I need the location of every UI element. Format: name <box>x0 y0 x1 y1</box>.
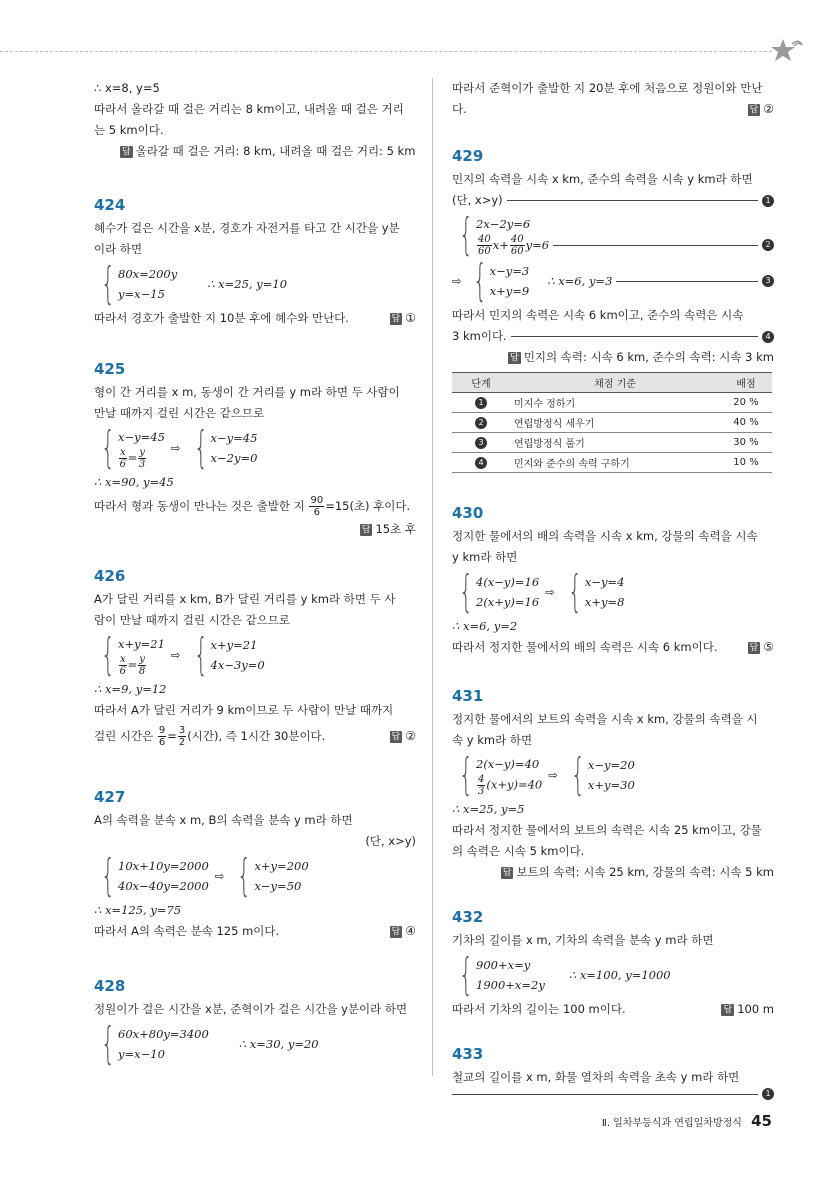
answer-text: 올라갈 때 걸은 거리: 8 km, 내려올 때 걸은 거리: 5 km <box>135 144 416 158</box>
result: ∴ x=6, y=2 <box>452 619 518 633</box>
table-row: 3 연립방정식 풀기 30 % <box>452 433 772 453</box>
equation: y=x−15 <box>118 287 165 301</box>
left-column <box>94 78 416 1068</box>
answer-line: 답 15초 후 <box>361 522 416 536</box>
equation: 10x+10y=2000 <box>118 859 209 873</box>
step-marker-icon: 1 <box>762 1088 774 1100</box>
solution-text: 따라서 준혁이가 출발한 지 20분 후에 처음으로 정원이와 만난 <box>452 81 763 95</box>
equation: x−y=45 <box>118 429 165 444</box>
table-header: 채점 기준 <box>510 373 720 393</box>
table-header: 배점 <box>720 373 772 393</box>
problem-number: 430 <box>452 504 484 522</box>
equation-system: { x+y=21 $\frac{x}{6}$ = $\frac{y}{8}$ ⇨ { x+y=21 4x−3y=0 <box>101 629 265 680</box>
answer: 답 ① <box>391 311 416 325</box>
right-column <box>452 78 774 1100</box>
equation-system: { x−y=45 $\frac{x}{6}$ = $\frac{y}{3}$ ⇨ { x−y=45 x−2y=0 <box>101 422 258 473</box>
table-row: 1 미지수 정하기 20 % <box>452 393 772 413</box>
solution-text: 람이 만날 때까지 걸린 시간은 같으므로 <box>94 613 291 627</box>
result: ∴ x=6, y=3 <box>547 274 613 288</box>
problem-433 <box>452 1044 774 1100</box>
problem-428 <box>94 976 416 1069</box>
solution-text: 혜수가 걸은 시간을 x분, 경호가 자전거를 타고 간 시간을 y분 <box>94 221 400 235</box>
equation: x+y=21 <box>118 636 165 651</box>
equation-system: { 60x+80y=3400 y=x−10 ∴ x=30, y=20 <box>101 1018 319 1069</box>
equation: 60x+80y=3400 <box>118 1027 209 1041</box>
solution-text: 정원이가 걸은 시간을 x분, 준혁이가 걸은 시간을 y분이라 하면 <box>94 1002 408 1016</box>
solution-text: A의 속력을 분속 x m, B의 속력을 분속 y m라 하면 <box>94 813 353 827</box>
step-rule: 3 km이다. 4 <box>452 326 774 347</box>
problem-number: 428 <box>94 977 126 995</box>
result: ∴ x=100, y=1000 <box>568 968 671 982</box>
equation: y=x−10 <box>118 1047 165 1061</box>
grading-table <box>452 372 772 473</box>
problem-425 <box>94 359 416 540</box>
implies-arrow-icon: ⇨ <box>452 274 462 288</box>
problem-430 <box>452 503 774 658</box>
answer-badge: 답 <box>122 147 131 157</box>
implies-arrow-icon: ⇨ <box>214 869 225 883</box>
solution-text: 기차의 길이를 x m, 기차의 속력을 분속 y m라 하면 <box>452 933 714 947</box>
result: ∴ x=125, y=75 <box>94 903 182 917</box>
step-marker-icon: 3 <box>762 275 774 287</box>
header-dashed-rule <box>0 51 772 52</box>
equation: x+y=21 <box>210 638 258 652</box>
problem-number: 426 <box>94 567 126 585</box>
problem-429 <box>452 146 774 473</box>
condition: (단, x>y) <box>365 834 416 848</box>
equation-system: { 2(x−y)=40 $\frac{4}{3}$ (x+y)=40 ⇨ { x−y=20 x+y=30 <box>459 749 635 800</box>
solution-text: 따라서 경호가 출발한 지 10분 후에 혜수와 만난다. 답 ① <box>94 308 416 329</box>
solution-text: 형이 간 거리를 x m, 동생이 간 거리를 y m라 하면 두 사람이 <box>94 385 400 399</box>
problem-432 <box>452 907 774 1020</box>
star-decoration-icon <box>770 36 804 66</box>
equation-system <box>94 258 416 309</box>
problem-428-continued <box>452 78 774 120</box>
step-marker-icon: 2 <box>762 239 774 251</box>
equation-system: { 900+x=y 1900+x=2y ∴ x=100, y=1000 <box>459 949 671 1000</box>
problem-number: 431 <box>452 687 484 705</box>
solution-text: 따라서 올라갈 때 걸은 거리는 8 km이고, 내려올 때 걸은 거리 <box>94 102 404 116</box>
problem-number: 427 <box>94 788 126 806</box>
answer-line <box>94 141 416 162</box>
answer-line: 답 민지의 속력: 시속 6 km, 준수의 속력: 시속 3 km <box>510 350 774 364</box>
solution-text: 따라서 A의 속력은 분속 125 m이다. 답 ④ <box>94 924 416 938</box>
problem-number: 432 <box>452 908 484 926</box>
table-row: 2 연립방정식 세우기 40 % <box>452 413 772 433</box>
equation-system: { 4(x−y)=16 2(x+y)=16 ⇨ { x−y=4 x+y=8 <box>459 566 625 617</box>
problem-number: 433 <box>452 1045 484 1063</box>
solution-text: 걸린 시간은 $\frac{9}{6}$ = $\frac{3}{2}$ (시간), 즉 1시간 30분이다. 답 ② <box>94 725 416 748</box>
solution-text: 만날 때까지 걸린 시간은 같으므로 <box>94 406 265 420</box>
result: ∴ x=90, y=45 <box>94 475 174 489</box>
problem-423-continued <box>94 78 416 162</box>
problem-427 <box>94 787 416 942</box>
result: ∴ x=25, y=10 <box>207 277 288 291</box>
implies-arrow-icon: ⇨ <box>170 441 181 455</box>
solution-text: 따라서 정지한 물에서의 배의 속력은 시속 6 km이다. 답 ⑤ <box>452 640 774 654</box>
equation-system: { 10x+10y=2000 40x−40y=2000 ⇨ { x+y=200 x−y=50 <box>101 850 309 901</box>
solution-text: 민지의 속력을 시속 x km, 준수의 속력을 시속 y km라 하면 <box>452 172 753 186</box>
page-number: 45 <box>751 1112 772 1130</box>
equation: x−y=50 <box>254 879 302 893</box>
implies-arrow-icon: ⇨ <box>548 768 558 782</box>
problem-number: 424 <box>94 196 126 214</box>
equation: 40x−40y=2000 <box>118 879 209 893</box>
solution-text: 는 5 km이다. <box>94 123 164 137</box>
solution-text: 이라 하면 <box>94 242 143 256</box>
chapter-title: Ⅱ. 일차부등식과 연립일차방정식 <box>601 1118 742 1129</box>
equation: $\frac{x}{6}$ = $\frac{y}{8}$ <box>119 653 146 677</box>
step-marker-icon: 4 <box>762 331 774 343</box>
table-header: 단계 <box>452 373 510 393</box>
equation-system: { 2x−2y=6 $\frac{40}{60}$ x+ $\frac{40}{60}$ y=6 2 <box>452 213 774 257</box>
equation: 80x=200y <box>118 267 178 281</box>
solution-text: 정지한 물에서의 배의 속력을 시속 x km, 강물의 속력을 시속 <box>452 529 758 543</box>
implies-arrow-icon: ⇨ <box>170 648 181 662</box>
equation: x−2y=0 <box>210 451 258 465</box>
solution-text: 정지한 물에서의 보트의 속력을 시속 x km, 강물의 속력을 시 <box>452 712 758 726</box>
equation: $\frac{x}{6}$ = $\frac{y}{3}$ <box>119 446 146 470</box>
equation-system: ⇨ { x−y=3 x+y=9 ∴ x=6, y=3 3 <box>452 259 774 303</box>
solution-text: A가 달린 거리를 x km, B가 달린 거리를 y km라 하면 두 사 <box>94 592 396 606</box>
solution-text: 다. 답 ② <box>452 102 774 116</box>
step-marker-icon: 1 <box>762 195 774 207</box>
equation: x−y=45 <box>210 431 258 445</box>
result: ∴ x=30, y=20 <box>238 1037 319 1051</box>
answer-line: 답 보트의 속력: 시속 25 km, 강물의 속력: 시속 5 km <box>502 865 774 879</box>
solution-text: 따라서 기차의 길이는 100 m이다. 답 100 m <box>452 1002 774 1016</box>
implies-arrow-icon: ⇨ <box>545 585 555 599</box>
problem-426 <box>94 566 416 751</box>
equation: x+y=200 <box>254 859 309 873</box>
result: ∴ x=25, y=5 <box>452 802 525 816</box>
brace: { <box>101 258 115 309</box>
table-row: 4 민지와 준수의 속력 구하기 10 % <box>452 453 772 473</box>
solution-text: 따라서 정지한 물에서의 보트의 속력은 시속 25 km이고, 강물 <box>452 823 762 837</box>
solution-text: 따라서 민지의 속력은 시속 6 km이고, 준수의 속력은 시속 <box>452 308 744 322</box>
solution-text: y km라 하면 <box>452 550 518 564</box>
step-rule <box>452 1088 774 1100</box>
equation: $\frac{40}{60}$ x+ $\frac{40}{60}$ y=6 2 <box>476 234 774 257</box>
problem-431 <box>452 686 774 883</box>
solution-result: ∴ x=8, y=5 <box>94 81 160 95</box>
result: ∴ x=9, y=12 <box>94 682 167 696</box>
solution-text: 따라서 A가 달린 거리가 9 km이므로 두 사람이 만날 때까지 <box>94 703 394 717</box>
column-divider <box>432 78 433 1076</box>
solution-text: 따라서 형과 동생이 만나는 것은 출발한 지 $\frac{90}{6}$ =15(초) 후이다. <box>94 495 411 518</box>
solution-text: 의 속력은 시속 5 km이다. <box>452 844 585 858</box>
page-footer <box>602 1112 772 1130</box>
step-rule: (단, x>y) 1 <box>452 190 774 211</box>
problem-424 <box>94 195 416 329</box>
equation: 2x−2y=6 <box>476 216 531 231</box>
problem-number: 425 <box>94 360 126 378</box>
problem-number: 429 <box>452 147 484 165</box>
solution-text: 철교의 길이를 x m, 화물 열차의 속력을 초속 y m라 하면 <box>452 1070 740 1084</box>
equation: 4x−3y=0 <box>210 658 265 672</box>
solution-text: 속 y km라 하면 <box>452 733 533 747</box>
